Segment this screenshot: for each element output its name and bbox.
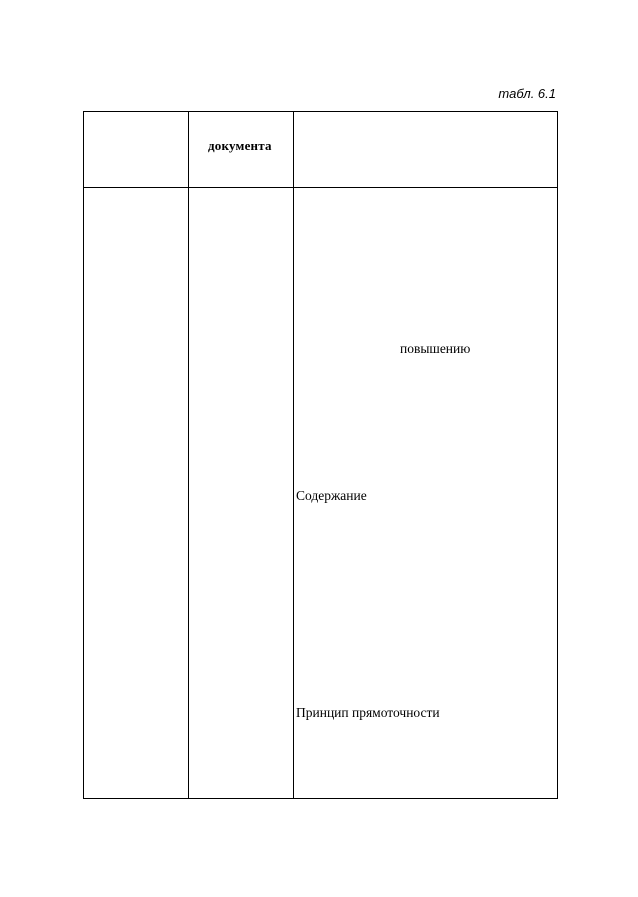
header-cell-document: документа (208, 138, 272, 153)
header-row-divider (84, 187, 557, 188)
document-table (83, 111, 558, 799)
cell-text-fragment: Принцип прямоточности (296, 705, 440, 720)
cell-text-fragment: Содержание (296, 488, 367, 503)
column-divider-1 (188, 112, 189, 798)
table-caption: табл. 6.1 (498, 86, 556, 101)
column-divider-2 (293, 112, 294, 798)
cell-text-fragment: повышению (400, 341, 471, 356)
